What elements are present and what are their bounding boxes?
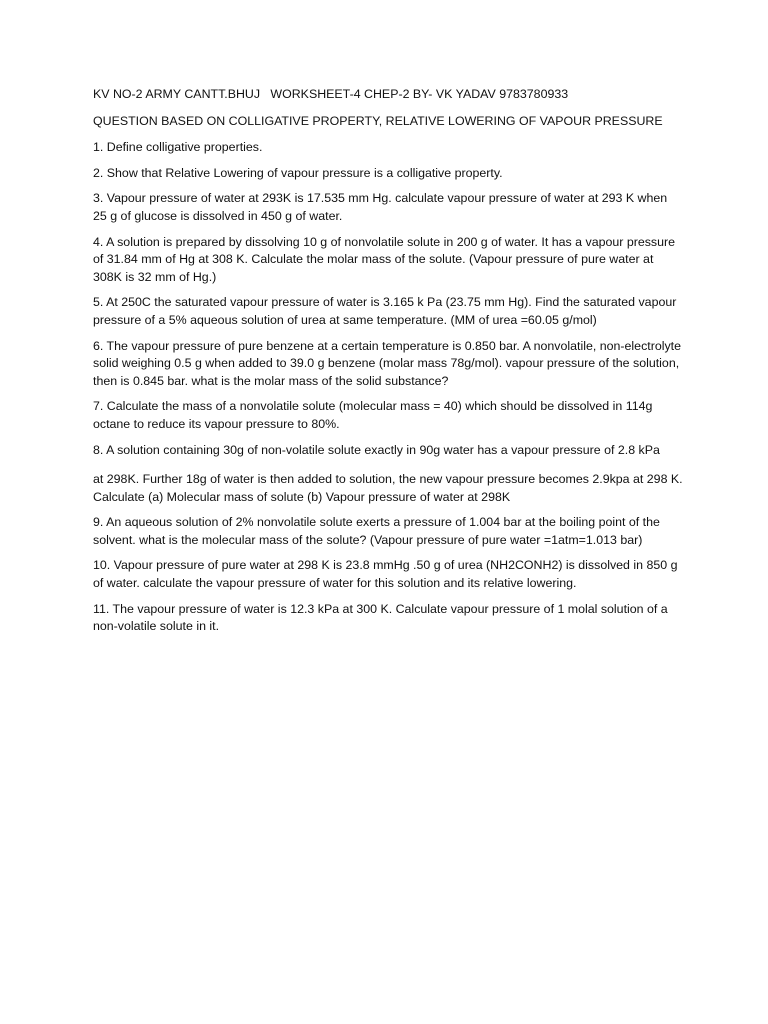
worksheet-page [93,86,683,644]
question-5: 5. At 250C the saturated vapour pressure of water is 3.165 k Pa (23.75 mm Hg). Find the saturated vapour pressure of a 5% aqueous solution of urea at same temperature. (MM of urea =60.05 g/mol) [93,295,677,327]
worksheet-header: KV NO-2 ARMY CANTT.BHUJ WORKSHEET-4 CHEP-2 BY- VK YADAV 9783780933 [93,87,569,101]
question-10: 10. Vapour pressure of pure water at 298 K is 23.8 mmHg .50 g of urea (NH2CONH2) is dissolved in 850 g of water. calculate the vapour pressure of water for this solution and its relative lowering. [93,558,678,591]
question-9: 9. An aqueous solution of 2% nonvolatile solute exerts a pressure of 1.004 bar at the boiling point of the solvent. what is the molecular mass of the solute? (Vapour pressure of pure water =1atm=1.013 bar) [93,515,660,547]
worksheet-subtitle: QUESTION BASED ON COLLIGATIVE PROPERTY, RELATIVE LOWERING OF VAPOUR PRESSURE [93,113,663,128]
question-8-part-2: at 298K. Further 18g of water is then added to solution, the new vapour pressure becomes 2.9kpa at 298 K. Calculate (a) Molecular mass of solute (b) Vapour pressure of water at 298K [93,472,683,504]
question-7: 7. Calculate the mass of a nonvolatile solute (molecular mass = 40) which should be dissolved in 114g octane to reduce its vapour pressure to 80%. [93,399,653,431]
question-1: 1. Define colligative properties. [93,140,263,155]
question-8-part-1: 8. A solution containing 30g of non-volatile solute exactly in 90g water has a vapour pressure of 2.8 kPa [93,442,660,457]
question-2: 2. Show that Relative Lowering of vapour pressure is a colligative property. [93,165,503,180]
question-4: 4. A solution is prepared by dissolving 10 g of nonvolatile solute in 200 g of water. It has a vapour pressure of 31.84 mm of Hg at 308 K. Calculate the molar mass of the solute. (Vapour pressure of pure water at 308K is 32 mm of Hg.) [93,234,676,284]
question-3: 3. Vapour pressure of water at 293K is 17.535 mm Hg. calculate vapour pressure of water at 293 K when 25 g of glucose is dissolved in 450 g of water. [93,191,668,223]
question-11: 11. The vapour pressure of water is 12.3 kPa at 300 K. Calculate vapour pressure of 1 molal solution of a non-volatile solute in it. [93,601,668,634]
question-6: 6. The vapour pressure of pure benzene at a certain temperature is 0.850 bar. A nonvolatile, non-electrolyte solid weighing 0.5 g when added to 39.0 g benzene (molar mass 78g/mol). vapour pressure of the solution, then is 0.845 bar. what is the molar mass of the solid substance? [93,338,682,388]
